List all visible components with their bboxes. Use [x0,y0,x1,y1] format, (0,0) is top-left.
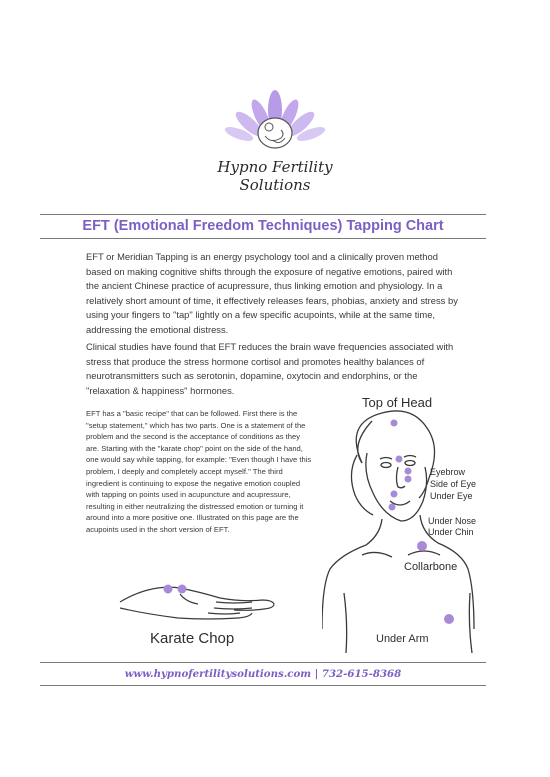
under-nose-point [391,491,398,498]
divider [40,214,486,215]
logo-text: Hypno Fertility [217,158,333,176]
recipe-paragraph: EFT has a "basic recipe" that can be followed. First there is the "setup statement," which has two parts. One is a statement of the problem and the second is the acceptance of conditions as they are. Starting with the "karate chop" point on the side of the hand, one would say while tapping, for example: "Even though I have this problem, I deeply and completely accept myself." The third ingredient is continuing to expose the negative emotion coupled with tapping on points used in acupuncture and acupressure, resulting in either neutralizing the distressed emotion or turning it around into a more positive one. Illustrated on this page are the acupoints used in the short version of EFT. [86,409,312,534]
acupoint-figure [322,393,490,655]
collarbone-point [417,541,427,551]
intro-paragraph: EFT or Meridian Tapping is an energy psychology tool and a clinically proven method based on making cognitive shifts through the exposure of negative emotions, paired with the ancient Chinese practice of acupressure, thus linking emotion and physiology. In a relatively short amount of time, it effectively releases fears, phobias, anxiety and stress by using your fingers to "tap" lightly on a few specific acupoints, while at the same time, addressing the emotional distress. [86,251,458,335]
divider [40,662,486,663]
label-karate-chop: Karate Chop [150,630,235,647]
hand-illustration [118,572,278,628]
label-eyebrow: Eyebrow [430,467,466,477]
top-of-head-point [391,420,398,427]
studies-paragraph: Clinical studies have found that EFT reduces the brain wave frequencies associated with stress that produce the stress hormone cortisol and promotes healthy balances of neurotransmitters such as serotonin, dopamine, oxytocin and endorphins, or the "relaxation & happiness" hormones. [86,341,454,396]
label-under-arm: Under Arm [376,633,429,645]
lotus-logo-icon [215,88,335,158]
under-eye-point [405,476,412,483]
karate-chop-point [164,585,173,594]
label-under-chin: Under Chin [428,527,474,537]
under-chin-point [389,504,396,511]
page-title: EFT (Emotional Freedom Techniques) Tapping Chart [82,218,444,234]
divider [40,238,486,239]
karate-chop-point [178,585,187,594]
label-top-of-head: Top of Head [362,395,433,410]
divider [40,685,486,686]
label-side-of-eye: Side of Eye [430,479,477,489]
footer-contact[interactable]: www.hypnofertilitysolutions.com | 732-615-8368 [124,668,402,680]
label-collarbone: Collarbone [404,561,458,573]
logo [215,88,335,210]
label-under-eye: Under Eye [430,491,473,501]
under-arm-point [444,614,454,624]
logo-subtext: Solutions [239,176,311,194]
side-of-eye-point [405,468,412,475]
eyebrow-point [396,456,403,463]
label-under-nose: Under Nose [428,516,477,526]
